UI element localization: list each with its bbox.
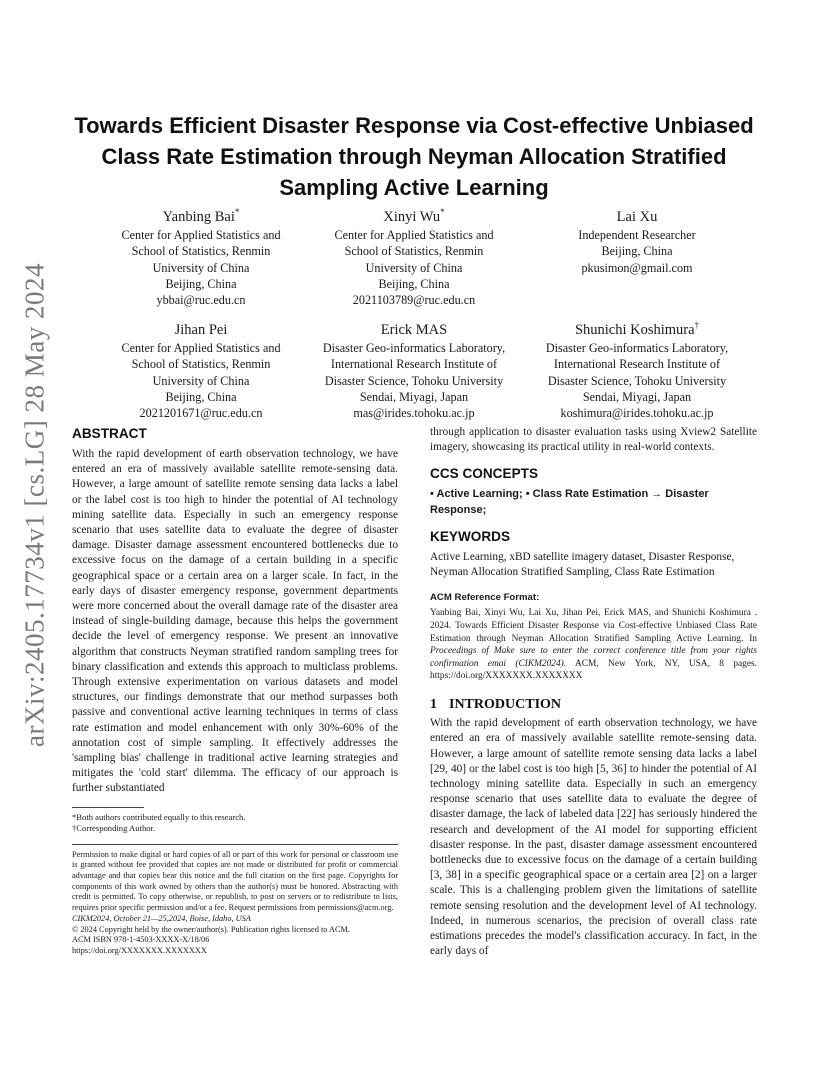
reference-format-text (430, 607, 757, 683)
conference-info: CIKM2024, October 21—25,2024, Boise, Idaho, USA (72, 913, 251, 923)
author-name (88, 202, 314, 227)
author-name-text: Yanbing Bai (162, 208, 235, 225)
footnote-rule (72, 807, 144, 808)
left-column (72, 425, 398, 957)
author-affiliation-line: International Research Institute of (330, 357, 498, 372)
author-affiliation-line: Center for Applied Statistics and (121, 227, 281, 242)
paper-title: Towards Efficient Disaster Response via Cost-effective Unbiased Class Rate Estimation through Neyman Allocation Stratified Sampling Active Learning (74, 113, 754, 200)
author-affiliation-line: Sendai, Miyagi, Japan (582, 390, 692, 405)
author-affiliation-line: University of China (365, 260, 463, 275)
author-affiliation-line: School of Statistics, Renmin (131, 357, 271, 372)
author-5 (301, 315, 527, 422)
author-affiliation-line: Beijing, China (165, 277, 237, 292)
doi-line: https://doi.org/XXXXXXX.XXXXXXX (72, 946, 207, 955)
reference-format-heading: ACM Reference Format: (430, 592, 540, 604)
author-affiliation-line: School of Statistics, Renmin (131, 244, 271, 259)
author-affiliation-line: Independent Researcher (578, 227, 696, 242)
author-affiliation-line: Center for Applied Statistics and (121, 340, 281, 355)
author-email[interactable]: pkusimon@gmail.com (581, 260, 693, 275)
author-name-text: Jihan Pei (174, 321, 228, 338)
abstract-text: With the rapid development of earth observation technology, we have entered an era of massively available satellite remote-sensing data. However, a large amount of satellite remote sensing data lacks a label or the label cost is too high to hinder the potential of AI technology mining satellite data. Especially in such an emergency response scenario that uses satellite data to evaluate the degree of disaster damage. Disaster damage assessment encountered bottlenecks due to excessive focus on the damage of a certain building in a specific geographical space or a certain area on a larger scale. In fact, in the early days of disaster emergency response, government departments were more concerned about the overall damage rate of the disaster area instead of single-building damage, because this helps the government decide the level of emergency response. We present an innovative algorithm that constructs Neyman stratified random sampling trees for binary classification and extends this approach to multiclass problems. Through extensive experimentation on various datasets and model structures, our findings demonstrate that our method surpasses both passive and conventional active learning techniques in terms of class rate estimation and model enhancement with only 30%-60% of the annotation cost of simple sampling. It effectively addresses the 'sampling bias' challenge in traditional active learning strategies and mitigates the 'cold start' dilemma. The efficacy of our approach is further substantiated (72, 448, 398, 795)
author-3 (524, 202, 750, 276)
author-affiliation-line: Sendai, Miyagi, Japan (359, 390, 469, 405)
introduction-heading (430, 697, 757, 712)
author-affiliation-line: Beijing, China (165, 390, 237, 405)
author-affiliation-line: School of Statistics, Renmin (344, 244, 484, 259)
author-mark: * (234, 207, 240, 217)
permission-text: Permission to make digital or hard copies of all or part of this work for personal or classroom use is granted without fee provided that copies are not made or distributed for profit or commercial advantage and that copies bear this notice and the full citation on the first page. Copyrights for components of this work owned by others than the author(s) must be honored. Abstracting with credit is permitted. To copy otherwise, or republish, to post on servers or to redistribute to lists, requires prior specific permission and/or a fee. Request permissions from permissions@acm.org. (72, 849, 398, 913)
isbn-line: ACM ISBN 978-1-4503-XXXX-X/18/06 (72, 935, 210, 945)
introduction-title: INTRODUCTION (449, 696, 562, 712)
keywords-heading: KEYWORDS (430, 528, 511, 544)
author-mark: * (440, 207, 445, 217)
author-name-text: Xinyi Wu (383, 208, 441, 225)
introduction-text: With the rapid development of earth observation technology, we have entered an era of massively available satellite remote-sensing data. However, a large amount of satellite remote sensing data lacks a label [29, 40] or the label cost is too high [5, 36] to hinder the potential of AI technology mining satellite data. Especially in such an emergency response scenario that uses satellite data to evaluate the degree of disaster damage, the lack of labeled data [22] has seriously hindered the research and development of the AI model for supporting efficient disaster response. In the past, disaster damage assessment encountered bottlenecks due to excessive focus on the damage of a certain building [3, 38] in a specific geographical space or a certain area [2] on a larger scale. This is a challenging problem given the limitations of satellite remote sensing resolution and the development level of AI technology. Indeed, in numerous scenarios, the precision of overall class rate estimations precedes the model's classification accuracy. In fact, in the early days of (430, 717, 757, 958)
author-affiliation-line: Beijing, China (378, 277, 450, 292)
author-affiliation-line: Disaster Science, Tohoku University (324, 373, 504, 388)
author-4 (88, 315, 314, 422)
footnote-corresponding: †Corresponding Author. (72, 822, 156, 833)
ccs-text: • Active Learning; • Class Rate Estimation → Disaster Response; (430, 488, 709, 516)
abstract-continued: through application to disaster evaluation tasks using Xview2 Satellite imagery, showcasing its practical utility in real-world contexts. (430, 426, 757, 454)
author-email[interactable]: ybbai@ruc.edu.cn (156, 293, 246, 308)
author-2 (301, 202, 527, 309)
author-affiliation-line: University of China (152, 260, 250, 275)
author-affiliation-line: Center for Applied Statistics and (334, 227, 494, 242)
copyright-line: © 2024 Copyright held by the owner/author(s). Publication rights licensed to ACM. (72, 924, 350, 934)
author-name-text: Shunichi Koshimura (574, 321, 695, 338)
author-email[interactable]: mas@irides.tohoku.ac.jp (353, 406, 475, 421)
reference-tail: ACM, New York, NY, USA, 8 pages. https://doi.org/XXXXXXX.XXXXXXX (430, 658, 758, 682)
footnote-equal-contribution: *Both authors contributed equally to this research. (72, 811, 246, 822)
reference-proceedings: Proceedings of Make sure to enter the correct conference title from your rights confirmation emai (CIKM2024). (430, 646, 757, 669)
author-name (301, 202, 527, 227)
author-name-text: Lai Xu (616, 208, 658, 225)
author-affiliation-line: Disaster Science, Tohoku University (547, 373, 727, 388)
reference-authors: Yanbing Bai, Xinyi Wu, Lai Xu, Jihan Pei, Erick MAS, and Shunichi Koshimura . 2024. Towards Efficient Disaster Response via Cost-effective Unbiased Class Rate Estimation through Neyman Allocation Stratified Sampling Active Learning. In (430, 608, 757, 644)
author-affiliation-line: Beijing, China (601, 244, 673, 259)
author-mark: † (694, 320, 700, 330)
author-email[interactable]: koshimura@irides.tohoku.ac.jp (560, 406, 714, 421)
right-column (430, 425, 757, 959)
author-affiliation-line: University of China (152, 373, 250, 388)
author-6 (524, 315, 750, 422)
author-email[interactable]: 2021103789@ruc.edu.cn (352, 293, 476, 308)
author-name (524, 315, 750, 340)
author-affiliation-line: International Research Institute of (553, 357, 721, 372)
author-name (88, 315, 314, 340)
author-1 (88, 202, 314, 309)
ccs-heading: CCS CONCEPTS (430, 466, 539, 482)
author-affiliation-line: Disaster Geo-informatics Laboratory, (545, 340, 729, 355)
author-name (301, 315, 527, 340)
keywords-text: Active Learning, xBD satellite imagery dataset, Disaster Response, Neyman Allocation Stratified Sampling, Class Rate Estimation (430, 550, 735, 579)
arxiv-stamp-text: arXiv:2405.17734v1 [cs.LG] 28 May 2024 (19, 263, 50, 747)
author-email[interactable]: 2021201671@ruc.edu.cn (139, 406, 263, 421)
author-affiliation-line: Disaster Geo-informatics Laboratory, (322, 340, 506, 355)
arxiv-stamp (14, 263, 56, 747)
permission-rule (72, 844, 398, 845)
introduction-number: 1 (430, 696, 437, 712)
abstract-heading: ABSTRACT (72, 426, 147, 441)
author-name (524, 202, 750, 227)
author-name-text: Erick MAS (380, 321, 448, 338)
